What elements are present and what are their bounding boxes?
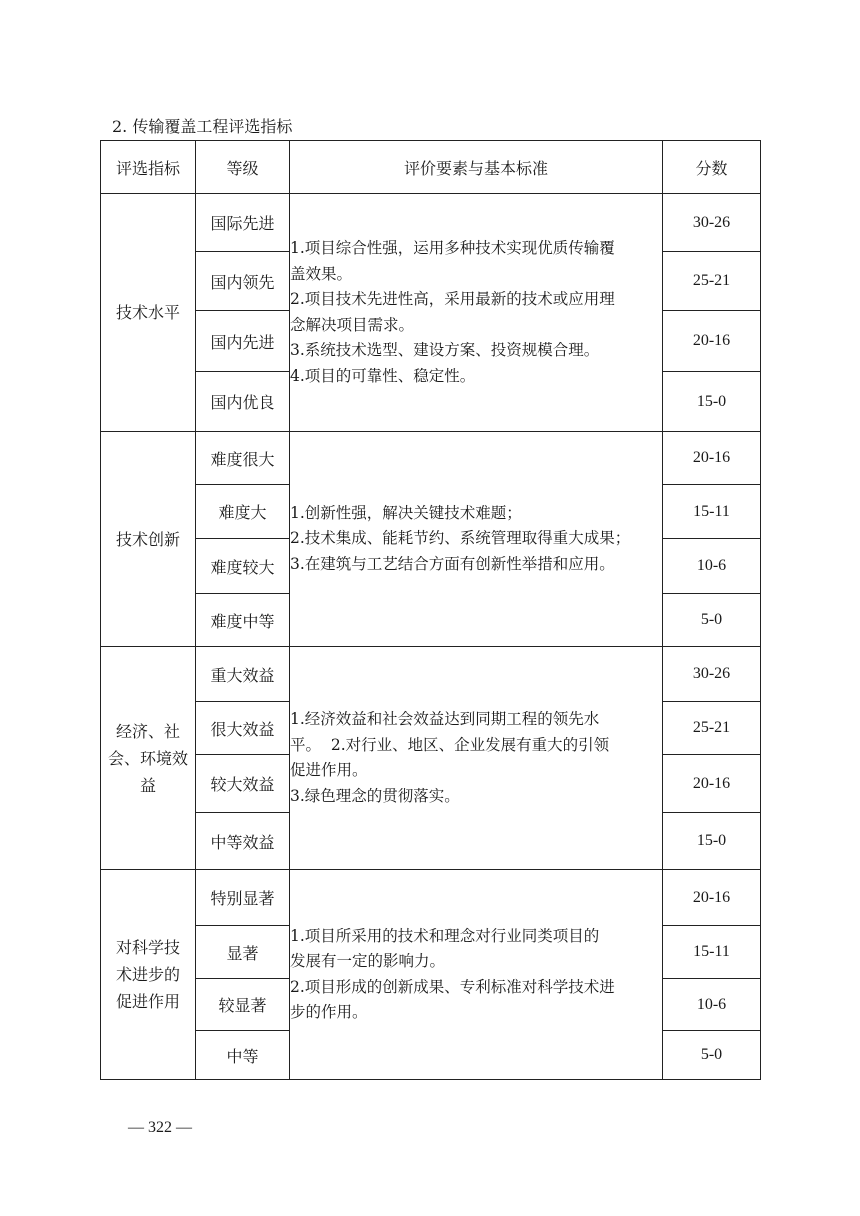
score-cell: 30-26	[663, 194, 761, 252]
criteria-line: 念解决项目需求。	[290, 315, 415, 334]
criteria-line: 盖效果。	[290, 264, 353, 283]
level-cell: 难度中等	[196, 594, 290, 647]
criteria-line: 2.项目形成的创新成果、专利标准对科学技术进	[290, 977, 615, 996]
level-cell: 国内领先	[196, 252, 290, 311]
score-cell: 15-11	[663, 485, 761, 539]
level-cell: 较大效益	[196, 755, 290, 813]
criteria-cell	[290, 194, 663, 432]
score-cell: 15-0	[663, 372, 761, 432]
level-cell: 较显著	[196, 979, 290, 1031]
level-cell: 国内优良	[196, 372, 290, 432]
level-cell: 难度大	[196, 485, 290, 539]
criteria-cell	[290, 647, 663, 870]
header-level: 等级	[196, 141, 290, 194]
score-cell: 10-6	[663, 979, 761, 1031]
criteria-line: 3.绿色理念的贯彻落实。	[290, 786, 460, 805]
page-number: — 322 —	[128, 1119, 192, 1136]
section-title: 2. 传输覆盖工程评选指标	[112, 117, 293, 136]
score-cell: 20-16	[663, 311, 761, 372]
table-row	[101, 870, 761, 926]
level-cell: 显著	[196, 926, 290, 979]
table-row	[101, 647, 761, 702]
indicator-cell	[101, 432, 196, 647]
criteria-line: 1.经济效益和社会效益达到同期工程的领先水	[290, 710, 600, 728]
criteria-line: 2.项目技术先进性高，采用最新的技术或应用理	[290, 290, 615, 308]
indicator-cell	[101, 194, 196, 432]
score-cell: 30-26	[663, 647, 761, 702]
criteria-line: 步的作用。	[290, 1003, 368, 1021]
score-cell: 20-16	[663, 870, 761, 926]
score-cell: 5-0	[663, 1031, 761, 1080]
criteria-line: 3.系统技术选型、建设方案、投资规模合理。	[290, 341, 600, 359]
criteria-line: 4.项目的可靠性、稳定性。	[290, 366, 476, 385]
indicator-line: 术进步的	[115, 965, 180, 984]
level-cell: 国内先进	[196, 311, 290, 372]
criteria-line: 平。 2.对行业、地区、企业发展有重大的引领	[290, 735, 610, 754]
indicator-cell	[101, 647, 196, 870]
level-cell: 国际先进	[196, 194, 290, 252]
level-cell: 重大效益	[196, 647, 290, 702]
level-cell: 中等效益	[196, 813, 290, 870]
criteria-line: 2.技术集成、能耗节约、系统管理取得重大成果；	[290, 529, 631, 548]
score-cell: 10-6	[663, 539, 761, 594]
criteria-line: 促进作用。	[290, 761, 368, 779]
criteria-line: 3.在建筑与工艺结合方面有创新性举措和应用。	[290, 554, 615, 573]
criteria-line: 1.项目所采用的技术和理念对行业同类项目的	[290, 926, 600, 945]
indicator-line: 经济、社	[115, 721, 180, 741]
indicator-line: 对科学技	[115, 938, 180, 957]
level-cell: 难度较大	[196, 539, 290, 594]
criteria-cell	[290, 870, 663, 1080]
indicator-line: 会、环境效	[107, 748, 188, 768]
criteria-line: 1.项目综合性强，运用多种技术实现优质传输覆	[290, 239, 615, 257]
table-row	[101, 194, 761, 252]
level-cell: 难度很大	[196, 432, 290, 485]
score-cell: 20-16	[663, 432, 761, 485]
indicator-cell	[101, 870, 196, 1080]
indicator-line: 技术水平	[115, 303, 180, 322]
indicator-line: 益	[139, 775, 156, 795]
indicator-line: 促进作用	[115, 992, 180, 1011]
header-indicator: 评选指标	[101, 141, 196, 194]
level-cell: 特别显著	[196, 870, 290, 926]
score-cell: 25-21	[663, 702, 761, 755]
criteria-cell	[290, 432, 663, 647]
evaluation-table	[100, 140, 761, 1080]
score-cell: 15-11	[663, 926, 761, 979]
header-score: 分数	[663, 141, 761, 194]
score-cell: 15-0	[663, 813, 761, 870]
score-cell: 20-16	[663, 755, 761, 813]
level-cell: 很大效益	[196, 702, 290, 755]
header-row	[101, 141, 761, 194]
score-cell: 5-0	[663, 594, 761, 647]
criteria-line: 发展有一定的影响力。	[290, 952, 446, 970]
level-cell: 中等	[196, 1031, 290, 1080]
indicator-line: 技术创新	[115, 529, 180, 549]
header-criteria: 评价要素与基本标准	[290, 141, 663, 194]
criteria-line: 1.创新性强，解决关键技术难题；	[290, 503, 522, 522]
table-row	[101, 432, 761, 485]
score-cell: 25-21	[663, 252, 761, 311]
